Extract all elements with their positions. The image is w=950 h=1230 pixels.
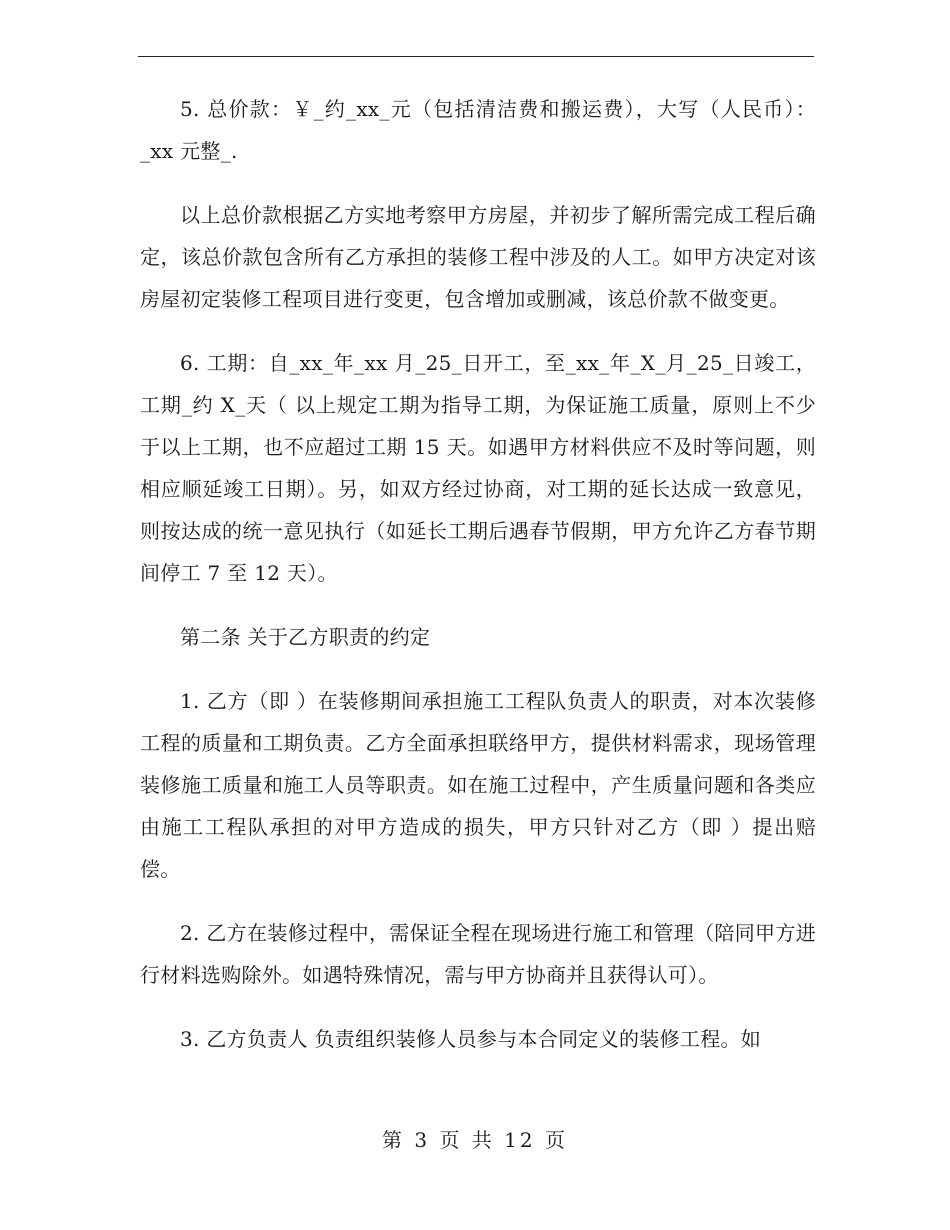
paragraph-schedule: 6. 工期：自_xx_年_xx 月_25_日开工，至_xx_年_X_月_25_日竣工，工期_约 X_天（ 以上规定工期为指导工期，为保证施工质量，原则上不少于以上工期，也不应超过工期 15 天。如遇甲方材料供应不及时等问题，则相应顺延竣工日期）。另，如双方经过协商，对工期的延长达成一致意见，则按达成的统一意见执行（如延长工期后遇春节假期，甲方允许乙方春节期间停工 7 至 12 天）。 — [140, 351, 816, 585]
page-number: 第 3 页 共 12 页 — [382, 1128, 568, 1152]
paragraph-total-price: 5. 总价款：￥_约_xx_元（包括清洁费和搬运费），大写（人民币）：_xx 元整_. — [140, 97, 816, 163]
header-rule — [138, 56, 814, 57]
paragraph-duty-3: 3. 乙方负责人 负责组织装修人员参与本合同定义的装修工程。如 — [180, 1027, 762, 1051]
document-body — [140, 88, 816, 1082]
paragraph-duty-2: 2. 乙方在装修过程中，需保证全程在现场进行施工和管理（陪同甲方进行材料选购除外。如遇特殊情况，需与甲方协商并且获得认可）。 — [140, 921, 816, 987]
paragraph-price-basis: 以上总价款根据乙方实地考察甲方房屋，并初步了解所需完成工程后确定，该总价款包含所有乙方承担的装修工程中涉及的人工。如甲方决定对该房屋初定装修工程项目进行变更，包含增加或删减，该总价款不做变更。 — [140, 203, 816, 311]
paragraph-duty-1: 1. 乙方（即 ）在装修期间承担施工工程队负责人的职责，对本次装修工程的质量和工期负责。乙方全面承担联络甲方，提供材料需求，现场管理装修施工质量和施工人员等职责。如在施工过程中，产生质量问题和各类应由施工工程队承担的对甲方造成的损失，甲方只针对乙方（即 ）提出赔偿。 — [140, 689, 816, 881]
section-heading: 第二条 关于乙方职责的约定 — [180, 625, 431, 649]
